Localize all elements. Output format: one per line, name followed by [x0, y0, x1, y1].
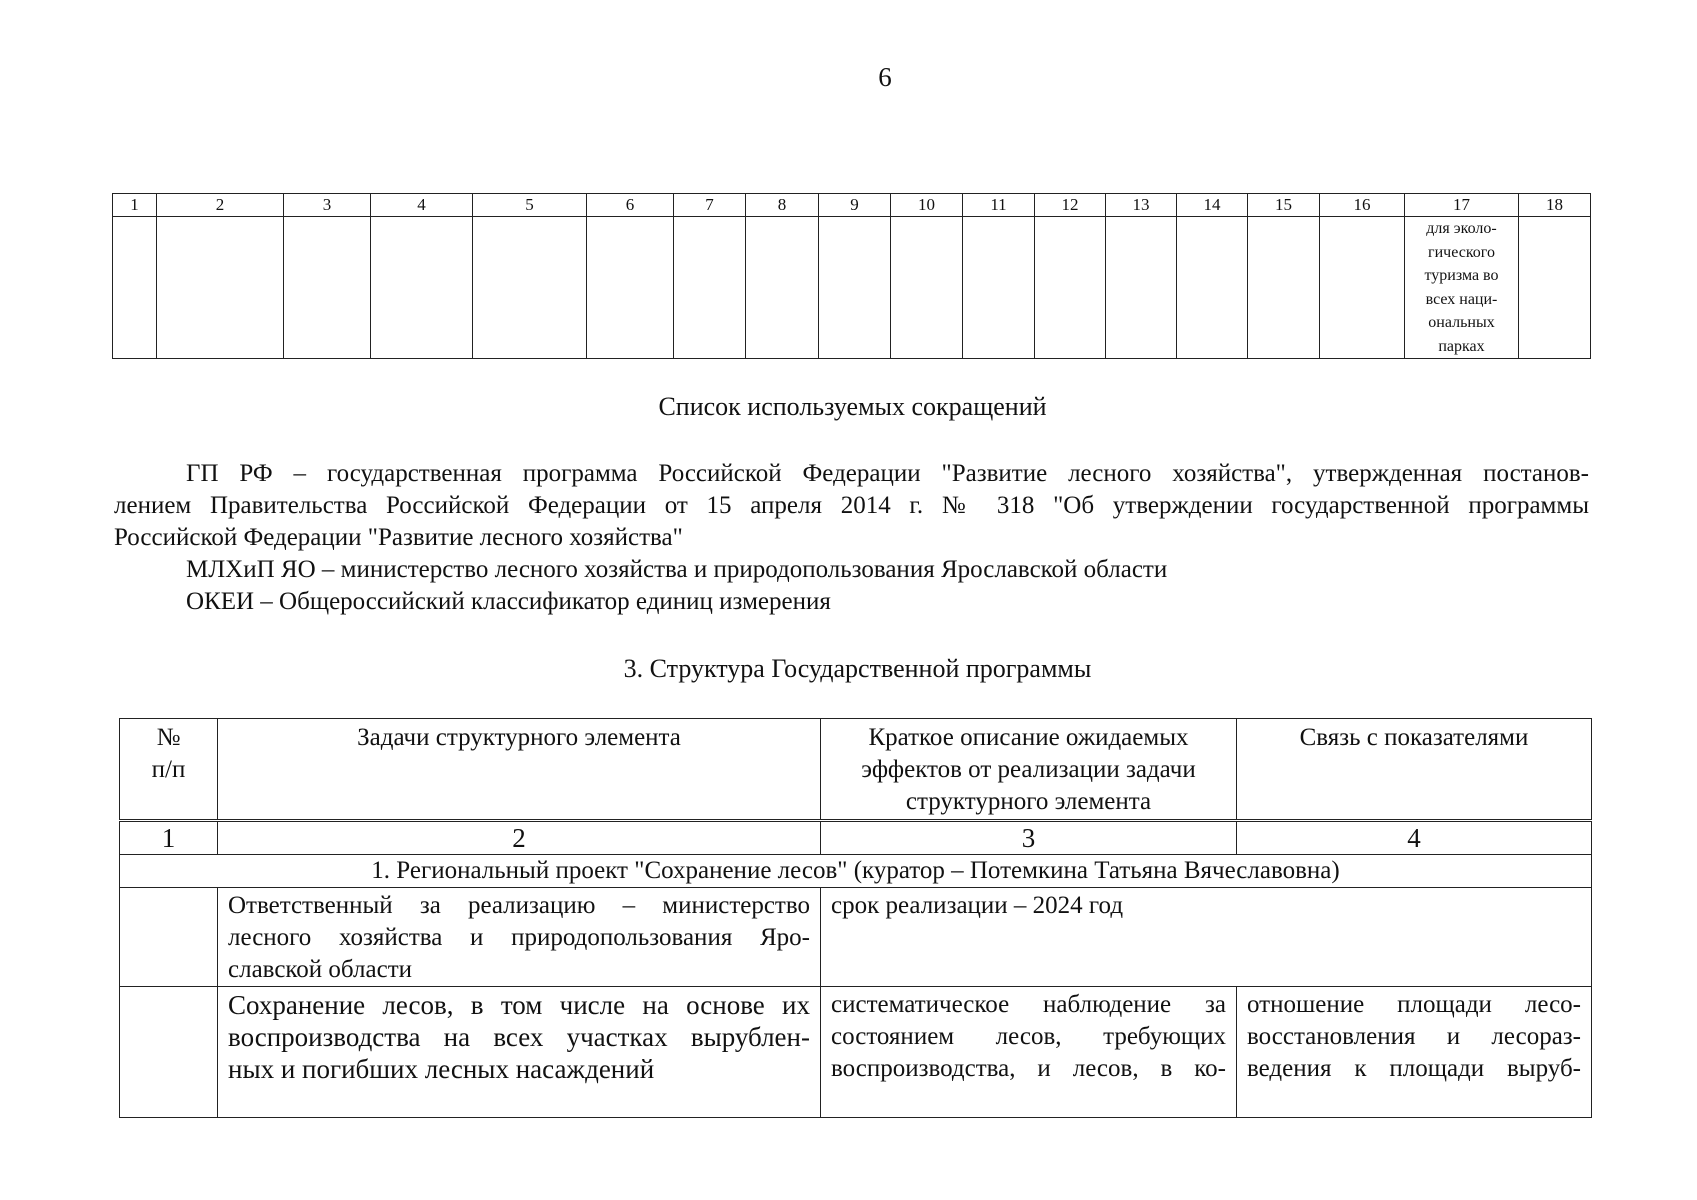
page-number: 6: [878, 62, 892, 92]
column-number: 5: [473, 194, 587, 217]
column-number: 4: [1237, 821, 1592, 855]
column-number: 2: [218, 821, 821, 855]
table-cell: [113, 217, 157, 359]
text-line: ОКЕИ – Общероссийский классификатор единиц измерения: [186, 588, 831, 615]
column-number-row: [120, 821, 1592, 855]
abbreviation-okei: [114, 586, 1589, 618]
indicator-cell: [1237, 987, 1592, 1118]
note-line: ональных: [1428, 314, 1495, 331]
text-line: ГП РФ – государственная программа Российской Федерации "Развитие лесного хозяйства", утвержденная постанов-: [186, 460, 1589, 487]
table-row: [113, 217, 1591, 359]
table-cell: [284, 217, 371, 359]
header-line: п/п: [151, 756, 186, 783]
table-cell: [587, 217, 674, 359]
header-indicators: [1237, 719, 1592, 821]
table-cell: [963, 217, 1035, 359]
table-cell: [1248, 217, 1320, 359]
table-cell: [674, 217, 746, 359]
abbreviation-gp-rf: [114, 458, 1589, 554]
note-line: гического: [1428, 243, 1495, 261]
abbreviations-list: [114, 458, 1589, 618]
text-line: состоянием лесов, требующих: [831, 1023, 1226, 1050]
table-cell: [1320, 217, 1405, 359]
note-line: всех наци-: [1425, 290, 1498, 308]
column-number: 18: [1519, 194, 1591, 217]
text-line: ных и погибших лесных насаждений: [228, 1054, 655, 1084]
column-number: 2: [157, 194, 284, 217]
column-number: 7: [674, 194, 746, 217]
table-cell: [891, 217, 963, 359]
text-line: отношение площади лесо-: [1247, 991, 1581, 1018]
deadline-cell: срок реализации – 2024 год: [821, 888, 1592, 987]
column-number: 12: [1035, 194, 1106, 217]
column-number: 1: [113, 194, 157, 217]
section-title: 3. Структура Государственной программы: [623, 654, 1092, 683]
header-line: Связь с показателями: [1299, 724, 1529, 751]
table-cell: [1519, 217, 1591, 359]
column-number: 6: [587, 194, 674, 217]
table-cell: [1035, 217, 1106, 359]
text-line: лением Правительства Российской Федерации от 15 апреля 2014 г. № 318 "Об утверждении государственной программы: [114, 492, 1589, 519]
column-number: 1: [120, 821, 218, 855]
column-number: 10: [891, 194, 963, 217]
header-line: №: [156, 724, 181, 751]
header-line: структурного элемента: [905, 788, 1152, 815]
header-effects: [821, 719, 1237, 821]
note-line: для эколо-: [1426, 220, 1497, 237]
indicators-continuation-table: [112, 193, 1591, 359]
task-row: [120, 987, 1592, 1118]
text-line: воспроизводства, и лесов, в ко-: [831, 1055, 1226, 1082]
column-number: 15: [1248, 194, 1320, 217]
text-line: Ответственный за реализацию – министерство: [228, 892, 810, 919]
header-line: Задачи структурного элемента: [357, 724, 681, 751]
column-number-row: [113, 194, 1591, 217]
table-cell: [1177, 217, 1248, 359]
abbreviations-title: Список используемых сокращений: [658, 392, 1047, 421]
column-number: 3: [284, 194, 371, 217]
table-cell: [746, 217, 819, 359]
text-line: ведения к площади выруб-: [1247, 1055, 1581, 1082]
text-line: лесного хозяйства и природопользования Яро-: [228, 924, 810, 951]
effect-cell: [821, 987, 1237, 1118]
column-number: 3: [821, 821, 1237, 855]
table-cell: [157, 217, 284, 359]
column-number: 16: [1320, 194, 1405, 217]
header-number: [120, 719, 218, 821]
header-line: эффектов от реализации задачи: [861, 756, 1196, 783]
text-line: восстановления и лесораз-: [1247, 1023, 1581, 1050]
note-line: туризма во: [1424, 267, 1499, 284]
text-line: Российской Федерации "Развитие лесного хозяйства": [114, 524, 683, 551]
text-line: Сохранение лесов, в том числе на основе их: [228, 990, 810, 1020]
task-cell: [218, 987, 821, 1118]
column-number: 9: [819, 194, 891, 217]
note-line: парках: [1438, 337, 1485, 355]
table-cell: [473, 217, 587, 359]
column-number: 13: [1106, 194, 1177, 217]
column-number: 4: [371, 194, 473, 217]
abbreviation-mlhip: [114, 554, 1589, 586]
regional-project-title: 1. Региональный проект "Сохранение лесов" (куратор – Потемкина Татьяна Вячеславовна): [120, 855, 1592, 888]
text-line: воспроизводства на всех участках вырублен-: [228, 1022, 810, 1052]
table-cell: [1106, 217, 1177, 359]
table-cell: [120, 987, 218, 1118]
column-number: 11: [963, 194, 1035, 217]
column-number: 17: [1405, 194, 1519, 217]
table-cell: [819, 217, 891, 359]
text-line: славской области: [228, 956, 412, 983]
table-cell: [371, 217, 473, 359]
column-number: 14: [1177, 194, 1248, 217]
col17-note: [1405, 217, 1519, 359]
header-row: [120, 719, 1592, 821]
header-tasks: [218, 719, 821, 821]
column-number: 8: [746, 194, 819, 217]
program-structure-table: [119, 718, 1592, 1118]
responsible-cell: [218, 888, 821, 987]
text-line: систематическое наблюдение за: [831, 991, 1226, 1018]
header-line: Краткое описание ожидаемых: [868, 724, 1189, 751]
responsible-row: [120, 888, 1592, 987]
section-row: [120, 855, 1592, 888]
table-cell: [120, 888, 218, 987]
text-line: МЛХиП ЯО – министерство лесного хозяйства и природопользования Ярославской области: [186, 556, 1168, 583]
